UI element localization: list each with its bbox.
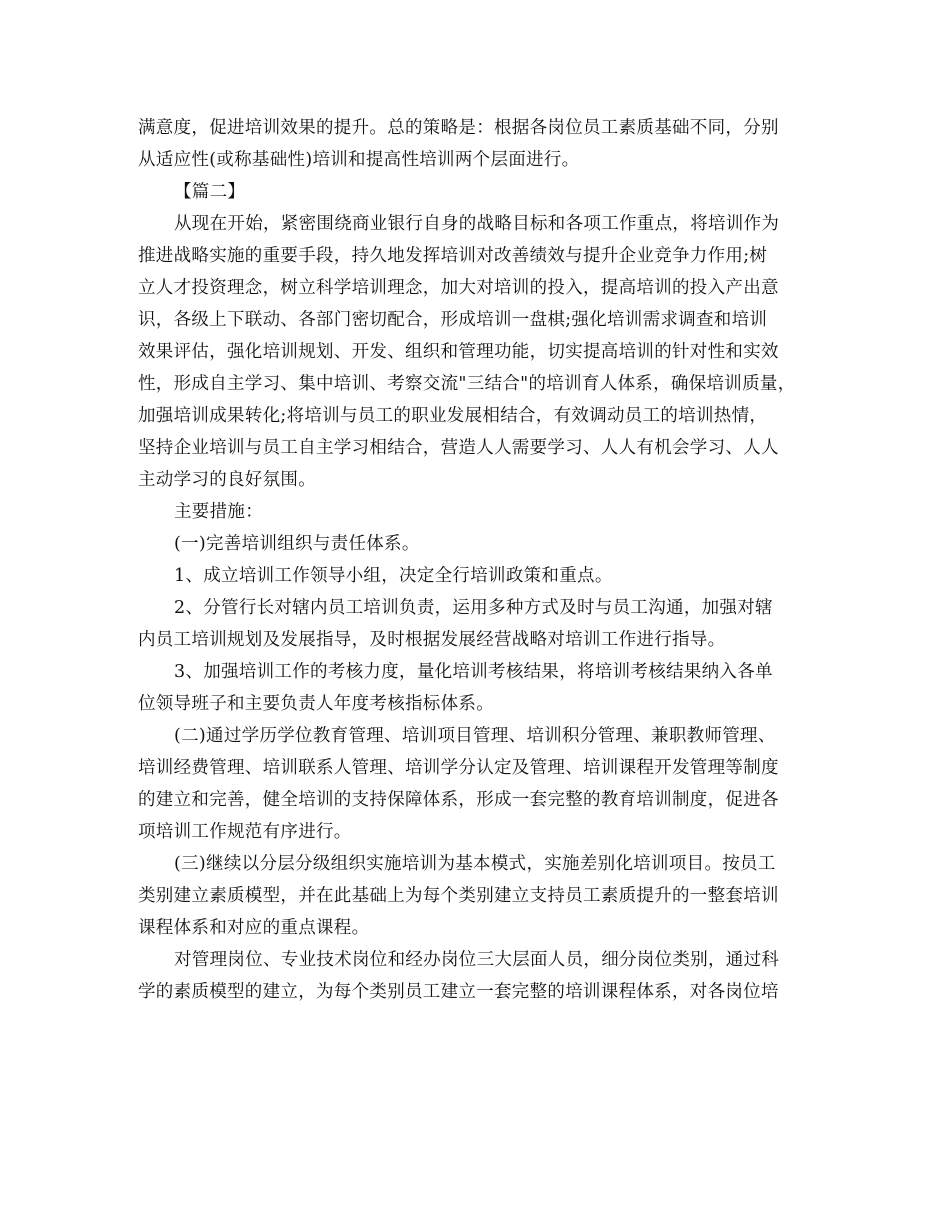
text-line: (二)通过学历学位教育管理、培训项目管理、培训积分管理、兼职教师管理、 bbox=[174, 726, 776, 746]
text-line: 学的素质模型的建立，为每个类别员工建立一套完整的培训课程体系，对各岗位培 bbox=[138, 982, 779, 1002]
text-line: 坚持企业培训与员工自主学习相结合，营造人人需要学习、人人有机会学习、人人 bbox=[138, 438, 779, 458]
text-line: 3、加强培训工作的考核力度，量化培训考核结果，将培训考核结果纳入各单 bbox=[174, 662, 773, 682]
text-line: 推进战略实施的重要手段，持久地发挥培训对改善绩效与提升企业竞争力作用;树 bbox=[138, 246, 768, 266]
text-line: 满意度，促进培训效果的提升。总的策略是：根据各岗位员工素质基础不同，分别 bbox=[138, 118, 779, 138]
text-line: 立人才投资理念，树立科学培训理念，加大对培训的投入，提高培训的投入产出意 bbox=[138, 278, 779, 298]
text-line: 主动学习的良好氛围。 bbox=[138, 470, 316, 490]
text-line: 类别建立素质模型，并在此基础上为每个类别建立支持员工素质提升的一整套培训 bbox=[138, 886, 779, 906]
text-line: 项培训工作规范有序进行。 bbox=[138, 822, 352, 842]
text-line: (三)继续以分层分级组织实施培训为基本模式，实施差别化培训项目。按员工 bbox=[174, 854, 776, 874]
text-line: 从现在开始，紧密围绕商业银行自身的战略目标和各项工作重点，将培训作为 bbox=[174, 214, 780, 234]
subheading: 主要措施： bbox=[174, 502, 263, 522]
text-line: 效果评估，强化培训规划、开发、组织和管理功能，切实提高培训的针对性和实效 bbox=[138, 342, 779, 362]
document-page bbox=[138, 112, 828, 1008]
text-line: 1、成立培训工作领导小组，决定全行培训政策和重点。 bbox=[174, 566, 613, 586]
text-line: 2、分管行长对辖内员工培训负责，运用多种方式及时与员工沟通，加强对辖 bbox=[174, 598, 773, 618]
text-line: 位领导班子和主要负责人年度考核指标体系。 bbox=[138, 694, 494, 714]
text-line: 培训经费管理、培训联系人管理、培训学分认定及管理、培训课程开发管理等制度 bbox=[138, 758, 779, 778]
text-line: (一)完善培训组织与责任体系。 bbox=[174, 534, 420, 554]
text-line: 从适应性(或称基础性)培训和提高性培训两个层面进行。 bbox=[138, 150, 580, 170]
section-heading: 【篇二】 bbox=[174, 182, 246, 202]
text-line: 对管理岗位、专业技术岗位和经办岗位三大层面人员，细分岗位类别，通过科 bbox=[174, 950, 780, 970]
text-line: 的建立和完善，健全培训的支持保障体系，形成一套完整的教育培训制度，促进各 bbox=[138, 790, 779, 810]
text-line: 识，各级上下联动、各部门密切配合，形成培训一盘棋;强化培训需求调查和培训 bbox=[138, 310, 768, 330]
text-line: 课程体系和对应的重点课程。 bbox=[138, 918, 370, 938]
text-line: 内员工培训规划及发展指导，及时根据发展经营战略对培训工作进行指导。 bbox=[138, 630, 726, 650]
text-line: 性，形成自主学习、集中培训、考察交流"三结合"的培训育人体系，确保培训质量， bbox=[138, 374, 796, 394]
text-line: 加强培训成果转化;将培训与员工的职业发展相结合，有效调动员工的培训热情， bbox=[138, 406, 768, 426]
